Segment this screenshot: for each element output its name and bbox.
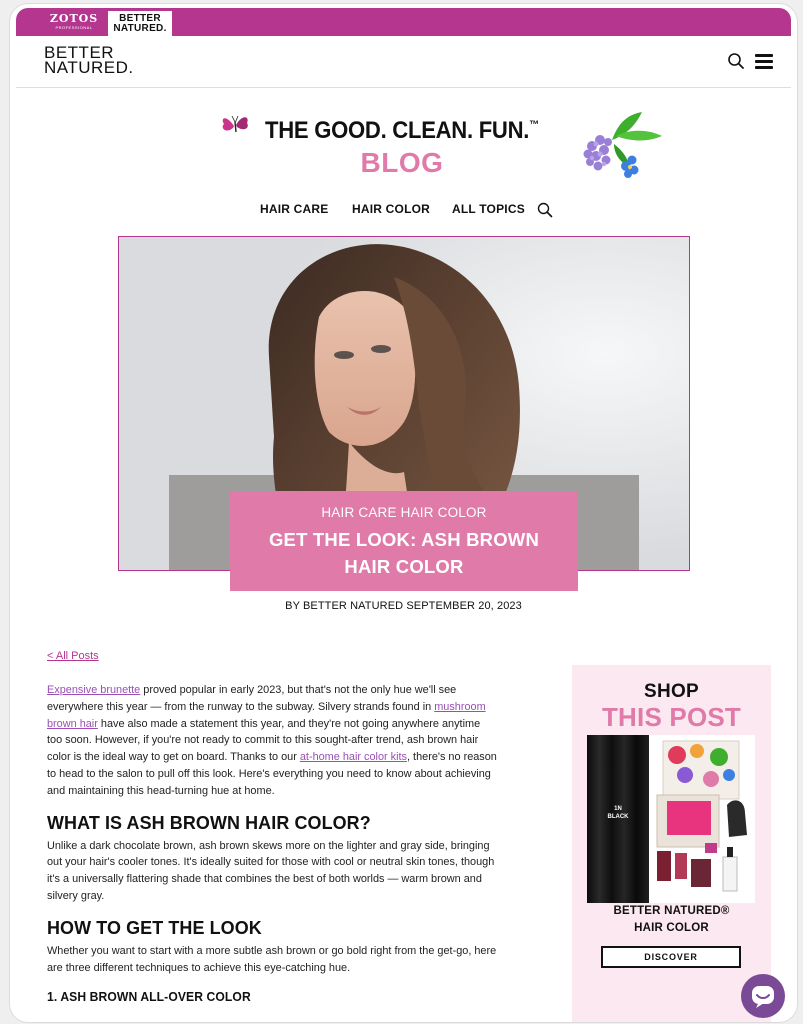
shop-heading: SHOP: [643, 681, 700, 702]
all-posts-link[interactable]: < All Posts: [47, 650, 99, 662]
discover-button[interactable]: DISCOVER: [601, 946, 741, 968]
menu-icon[interactable]: [755, 54, 773, 68]
shop-subheading: THIS POST: [601, 702, 742, 732]
site-header: [16, 36, 791, 88]
swatch-label-code: 1N: [614, 806, 622, 812]
blog-title: [255, 117, 549, 145]
intro-text-3: , there's no reason to head to the salon to pull off this look. Here's everything you need to know about achieving and maintaining this head-turning hue at home.: [47, 751, 497, 797]
hero-categories[interactable]: HAIR CARE HAIR COLOR: [321, 505, 487, 520]
swatch-label-name: BLACK: [607, 814, 629, 820]
shop-this-post-panel: [572, 665, 771, 1022]
nav-hair-color[interactable]: HAIR COLOR: [352, 202, 430, 216]
zotos-logo[interactable]: [46, 10, 102, 36]
how-paragraph: Whether you want to start with a more subtle ash brown or go bold right from the get-go, here are three different techniques to achieve this eye-catching hue.: [47, 944, 497, 974]
intro-paragraph: [47, 682, 497, 800]
zotos-logo-sub: PROFESSIONAL: [55, 25, 93, 30]
intro-text-2: have also made a statement this year, and they're not going anywhere anytime too soon. However, if you're not ready to commit to this sought-after trend, ash brown hair color is the ideal way to get on board. Thanks to our: [47, 717, 481, 764]
kit-illustration: [649, 735, 755, 903]
product-name-line1: BETTER NATURED®: [613, 905, 730, 917]
what-paragraph: Unlike a dark chocolate brown, ash brown skews more on the lighter and gray side, bringing out your hair's cooler tones. It's ideally suited for those with cool or neutral skin tones, though it's a universally flattering shade that combines the best of both worlds — warm brown and silvery gray.: [47, 839, 495, 902]
product-image[interactable]: [587, 735, 755, 903]
site-logo-line1: BETTER: [44, 43, 115, 62]
hero-title-card: [230, 491, 578, 591]
nav-all-topics[interactable]: ALL TOPICS: [452, 202, 525, 216]
browser-frame: [10, 4, 797, 1022]
site-logo-line2: NATURED.: [44, 58, 134, 77]
blog-search-icon[interactable]: [537, 202, 553, 218]
blog-subtitle: BLOG: [360, 147, 444, 178]
product-name[interactable]: [572, 903, 771, 937]
swatch-label: [587, 805, 649, 821]
nav-hair-care[interactable]: HAIR CARE: [260, 202, 329, 216]
site-logo[interactable]: [44, 45, 134, 75]
chat-widget-button[interactable]: [741, 974, 785, 1018]
heading-step-1: 1. ASH BROWN ALL-OVER COLOR: [47, 990, 251, 1005]
trademark-mark: ™: [529, 119, 539, 131]
heading-how-to: HOW TO GET THE LOOK: [47, 916, 262, 938]
post-byline: BY BETTER NATURED SEPTEMBER 20, 2023: [285, 600, 522, 612]
brand-bar: [16, 8, 791, 36]
blog-title-text: THE GOOD. CLEAN. FUN.: [265, 117, 530, 144]
expensive-brunette-link[interactable]: Expensive brunette: [47, 684, 141, 696]
article-body: [47, 682, 497, 1004]
bn-tab-line1: BETTER: [119, 13, 161, 24]
product-name-line2: HAIR COLOR: [634, 922, 709, 934]
bn-tab-line2: NATURED.: [113, 23, 167, 34]
hair-color-kits-link[interactable]: at-home hair color kits: [299, 751, 407, 764]
heading-what-is: WHAT IS ASH BROWN HAIR COLOR?: [47, 811, 371, 833]
blog-nav: [10, 202, 797, 224]
mushroom-brown-link[interactable]: mushroom brown hair: [47, 700, 486, 730]
butterfly-icon: [220, 112, 250, 138]
chat-icon: [741, 974, 785, 1018]
better-natured-tab[interactable]: [108, 11, 172, 37]
search-icon[interactable]: [727, 52, 745, 70]
hair-swatch: [587, 735, 649, 903]
zotos-logo-text: ZOTOS: [49, 12, 99, 25]
intro-text-1: proved popular in early 2023, but that's not the only hue we'll see everywhere this year — from the runway to the subway. Silvery strands found in: [47, 684, 457, 713]
post-title: GET THE LOOK: ASH BROWN HAIR COLOR: [268, 529, 540, 577]
flowers-illustration: [570, 110, 670, 180]
